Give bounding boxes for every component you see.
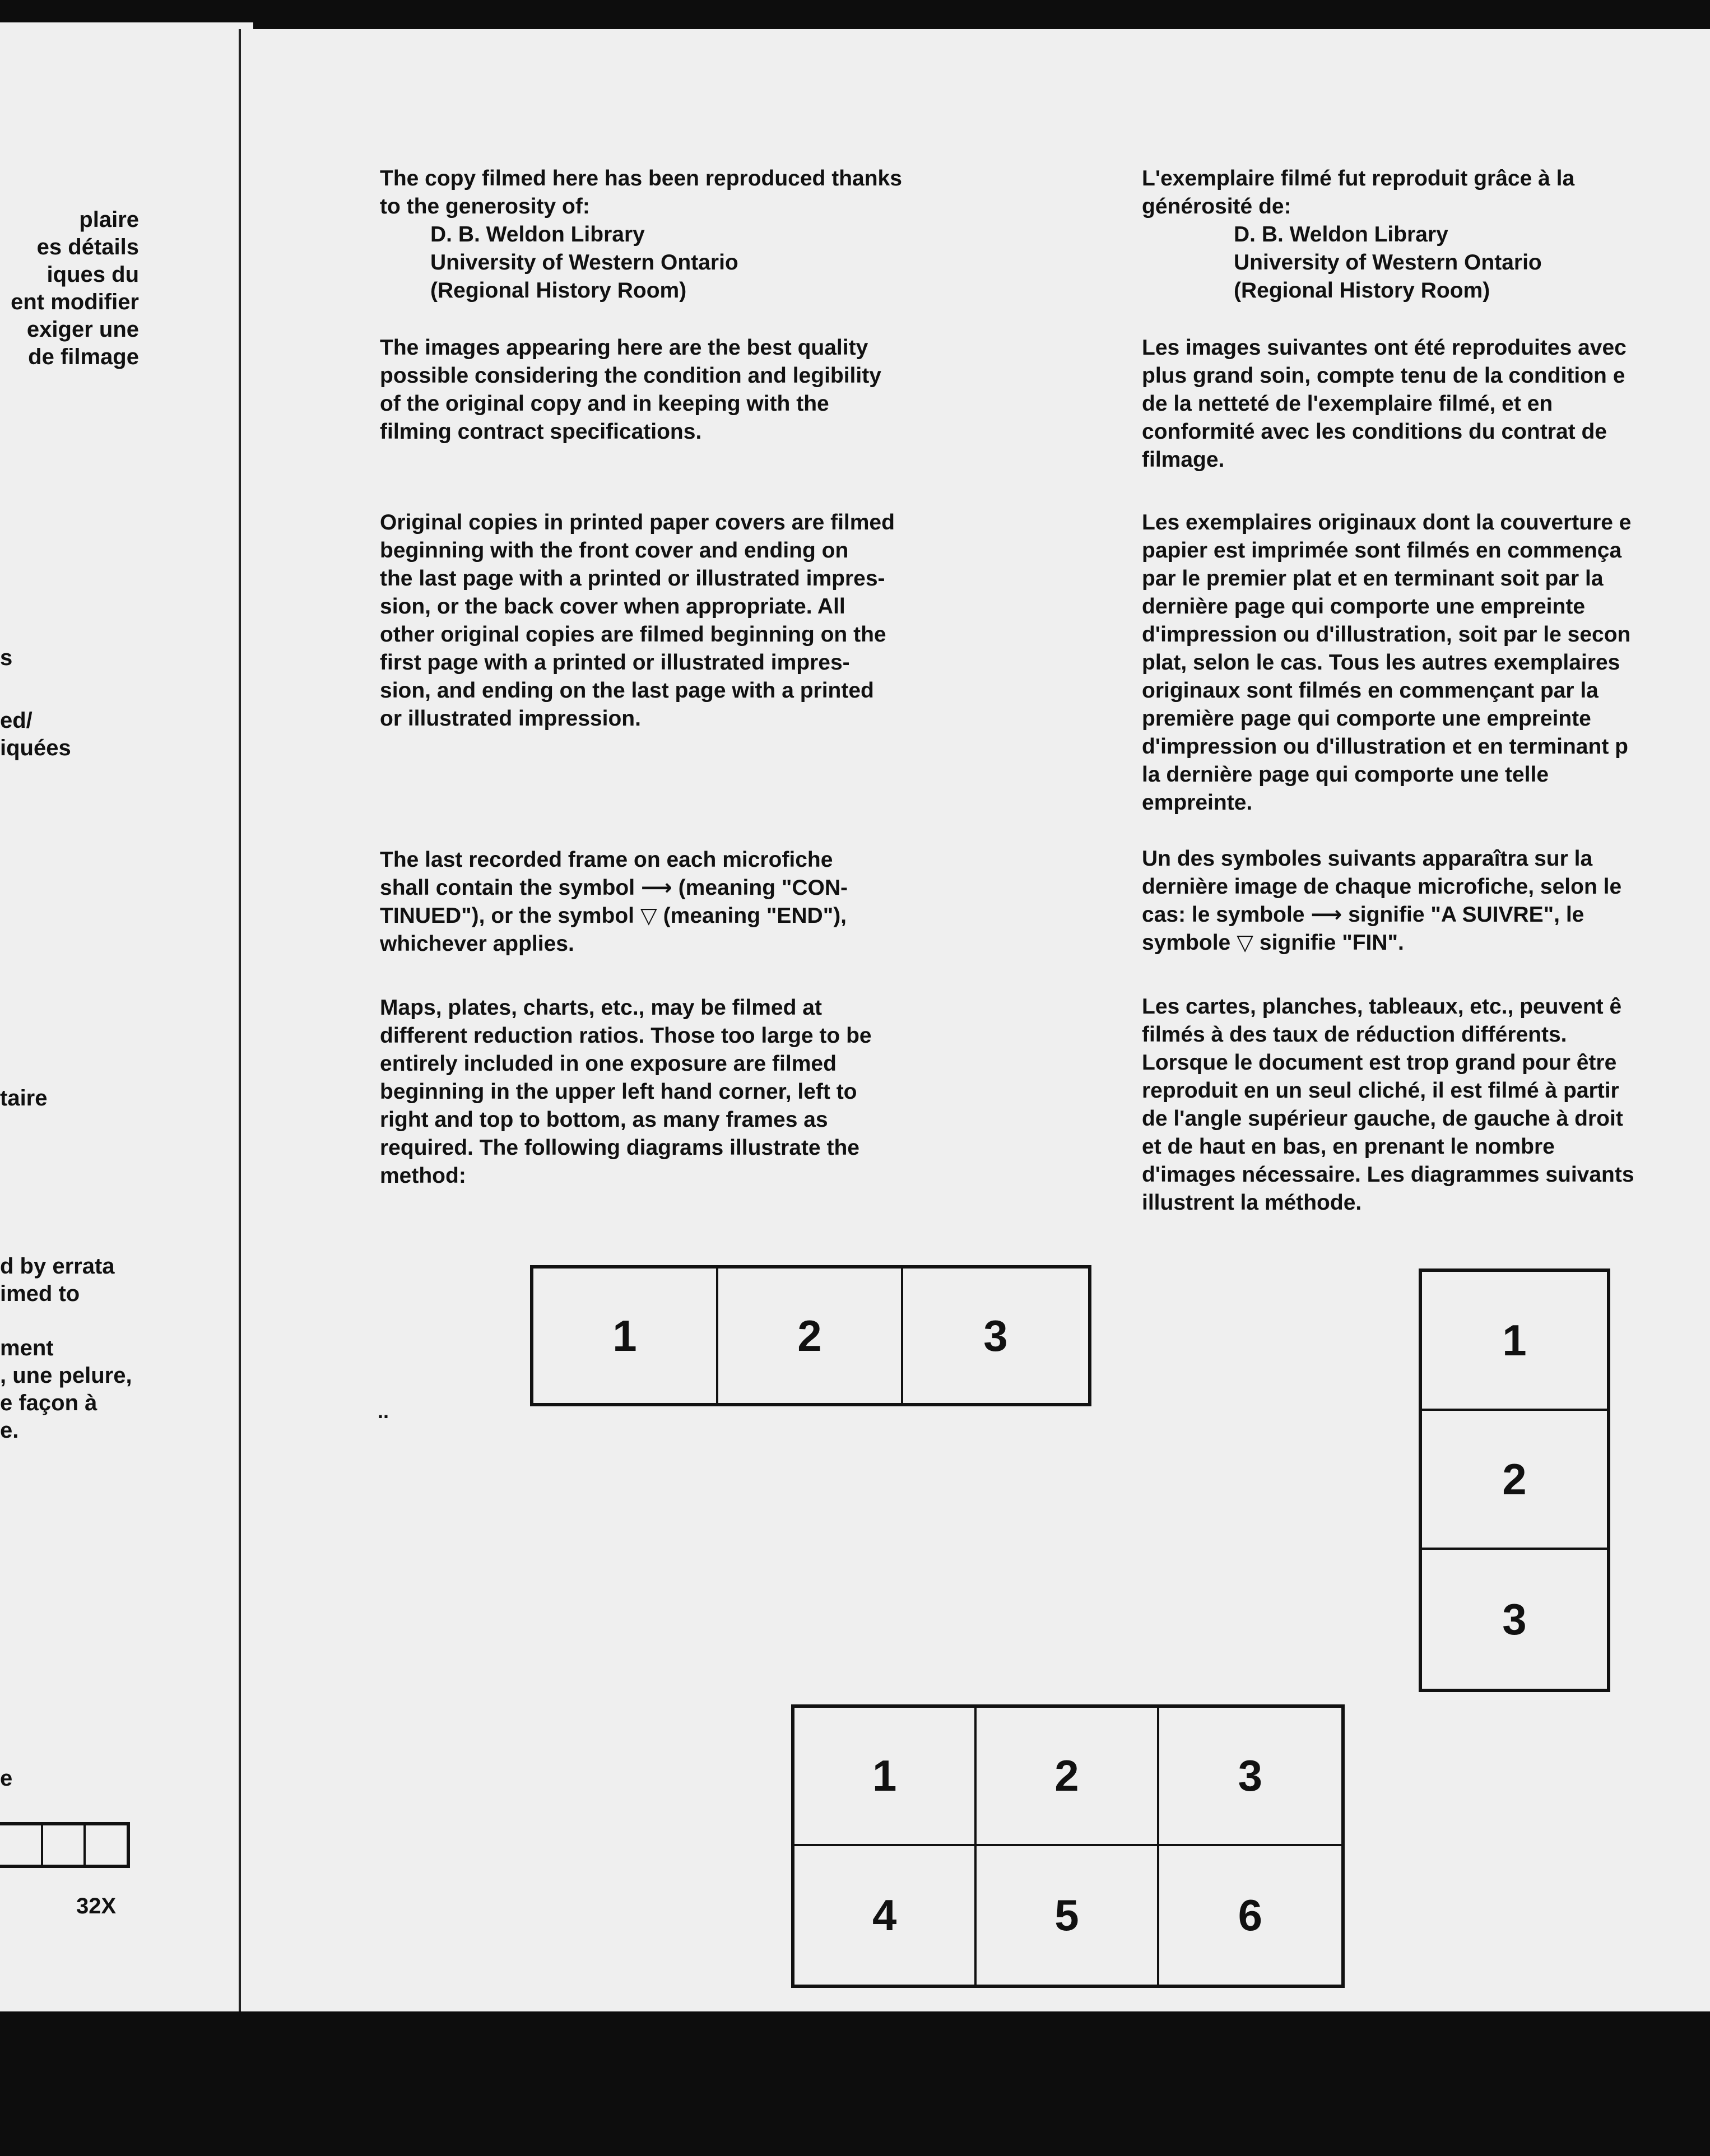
text-line: s bbox=[0, 645, 13, 670]
text-line: par le premier plat et en terminant soit par la bbox=[1142, 566, 1604, 591]
text-line: et de haut en bas, en prenant le nombre bbox=[1142, 1135, 1555, 1159]
text-line: symbole ▽ signifie "FIN". bbox=[1142, 931, 1404, 955]
university-name: University of Western Ontario bbox=[430, 250, 738, 275]
fragment-e-text bbox=[0, 1765, 12, 1792]
library-name: D. B. Weldon Library bbox=[430, 222, 645, 247]
fr-acknowledgment bbox=[1142, 165, 1574, 305]
text-line: ment bbox=[0, 1336, 54, 1360]
en-maps-paragraph bbox=[380, 994, 872, 1190]
text-line: dernière image de chaque microfiche, selon le bbox=[1142, 875, 1622, 899]
text-line: de l'angle supérieur gauche, de gauche à droit bbox=[1142, 1107, 1623, 1131]
fr-quality-paragraph bbox=[1142, 334, 1627, 474]
text-line: e. bbox=[0, 1418, 19, 1443]
fr-symbols-paragraph bbox=[1142, 845, 1621, 957]
frame-cell: 5 bbox=[977, 1846, 1159, 1985]
text-line: empreinte. bbox=[1142, 791, 1253, 815]
text-line: different reduction ratios. Those too large to be bbox=[380, 1024, 872, 1048]
text-line: , une pelure, bbox=[0, 1363, 132, 1388]
frame-cell: 3 bbox=[1502, 1594, 1527, 1644]
text-line: Original copies in printed paper covers are filmed bbox=[380, 510, 895, 535]
text-line: beginning with the front cover and ending on bbox=[380, 538, 849, 563]
text-line: right and top to bottom, as many frames as bbox=[380, 1108, 828, 1132]
chart-box bbox=[86, 1825, 127, 1865]
text-line: exiger une bbox=[26, 317, 139, 342]
frame-cell: 2 bbox=[977, 1708, 1159, 1846]
text-line: de filmage bbox=[28, 345, 139, 369]
text-line: Lorsque le document est trop grand pour être bbox=[1142, 1051, 1617, 1075]
horizontal-frames-diagram bbox=[530, 1265, 1091, 1406]
fragment-top-text bbox=[11, 206, 139, 371]
frame-cell: 1 bbox=[533, 1268, 718, 1403]
frame-cell: 3 bbox=[983, 1311, 1008, 1360]
text-line: entirely included in one exposure are filmed bbox=[380, 1052, 837, 1076]
text-line: Maps, plates, charts, etc., may be filmed at bbox=[380, 996, 822, 1020]
text-line: Les cartes, planches, tableaux, etc., peuvent ê bbox=[1142, 995, 1622, 1019]
text-line: The copy filmed here has been reproduced thanks bbox=[380, 166, 902, 190]
fragment-a1-text bbox=[0, 644, 12, 672]
text-line: d'impression ou d'illustration et en terminant p bbox=[1142, 735, 1628, 759]
frame-cell: 4 bbox=[794, 1846, 977, 1985]
text-line: L'exemplaire filmé fut reproduit grâce à la bbox=[1142, 166, 1575, 190]
text-line: sion, or the back cover when appropriate. All bbox=[380, 594, 845, 619]
text-line: ed/ bbox=[0, 708, 32, 733]
resolution-chart-boxes bbox=[0, 1822, 130, 1868]
text-line: illustrent la méthode. bbox=[1142, 1191, 1362, 1215]
text-line: other original copies are filmed beginning on the bbox=[380, 622, 886, 647]
text-line: première page qui comporte une empreinte bbox=[1142, 707, 1591, 731]
vertical-frames-diagram bbox=[1419, 1268, 1610, 1692]
right-page bbox=[239, 29, 1710, 2011]
chart-box bbox=[0, 1825, 43, 1865]
text-line: reproduit en un seul cliché, il est filmé à partir bbox=[1142, 1079, 1619, 1103]
text-line: ent modifier bbox=[11, 290, 139, 314]
text-line: required. The following diagrams illustrate the bbox=[380, 1136, 859, 1160]
frame-cell: 2 bbox=[718, 1268, 903, 1403]
university-name: University of Western Ontario bbox=[1234, 250, 1542, 275]
text-line: originaux sont filmés en commençant par la bbox=[1142, 679, 1599, 703]
en-symbols-paragraph bbox=[380, 846, 848, 958]
library-name: D. B. Weldon Library bbox=[1234, 222, 1448, 247]
stray-mark: .. bbox=[378, 1400, 389, 1423]
text-line: sion, and ending on the last page with a printed bbox=[380, 679, 874, 703]
top-film-border bbox=[0, 0, 1710, 28]
en-covers-paragraph bbox=[380, 509, 895, 733]
left-page-fragment bbox=[0, 22, 253, 2011]
fragment-b-text bbox=[0, 1085, 48, 1112]
text-line: The images appearing here are the best quality bbox=[380, 336, 868, 360]
text-line: de la netteté de l'exemplaire filmé, et en bbox=[1142, 392, 1553, 416]
text-line: shall contain the symbol ⟶ (meaning "CON- bbox=[380, 876, 848, 900]
text-line: TINUED"), or the symbol ▽ (meaning "END"), bbox=[380, 904, 847, 928]
fragment-c-text bbox=[0, 1253, 115, 1308]
text-line: cas: le symbole ⟶ signifie "A SUIVRE", le bbox=[1142, 903, 1584, 927]
text-line: to the generosity of: bbox=[380, 194, 590, 219]
text-line: d'impression ou d'illustration, soit par le secon bbox=[1142, 622, 1631, 647]
text-line: filming contract specifications. bbox=[380, 420, 702, 444]
grid-frames-diagram bbox=[791, 1704, 1345, 1988]
bottom-film-border bbox=[0, 2011, 1710, 2156]
text-line: possible considering the condition and legibility bbox=[380, 364, 881, 388]
text-line: taire bbox=[0, 1086, 48, 1110]
text-line: filmés à des taux de réduction différents. bbox=[1142, 1023, 1567, 1047]
fragment-a2-text bbox=[0, 707, 71, 762]
text-line: beginning in the upper left hand corner, left to bbox=[380, 1080, 857, 1104]
room-name: (Regional History Room) bbox=[430, 278, 687, 303]
text-line: d by errata bbox=[0, 1254, 115, 1279]
text-line: Un des symboles suivants apparaîtra sur la bbox=[1142, 847, 1593, 871]
text-line: iquées bbox=[0, 736, 71, 760]
frame-cell: 6 bbox=[1238, 1890, 1263, 1940]
text-line: The last recorded frame on each microfiche bbox=[380, 848, 833, 872]
text-line: e façon à bbox=[0, 1391, 97, 1415]
text-line: of the original copy and in keeping with the bbox=[380, 392, 829, 416]
frame-cell: 2 bbox=[1422, 1411, 1607, 1550]
text-line: filmage. bbox=[1142, 448, 1225, 472]
text-line: plat, selon le cas. Tous les autres exemplaires bbox=[1142, 650, 1620, 675]
text-line: papier est imprimée sont filmés en commença bbox=[1142, 538, 1622, 563]
text-line: générosité de: bbox=[1142, 194, 1291, 219]
text-line: or illustrated impression. bbox=[380, 707, 641, 731]
text-line: the last page with a printed or illustrated impres- bbox=[380, 566, 885, 591]
frame-cell: 1 bbox=[1422, 1272, 1607, 1411]
text-line: es détails bbox=[36, 235, 139, 259]
text-line: d'images nécessaire. Les diagrammes suivants bbox=[1142, 1163, 1634, 1187]
text-line: e bbox=[0, 1766, 13, 1791]
text-line: method: bbox=[380, 1164, 466, 1188]
text-line: iques du bbox=[47, 262, 139, 287]
text-line: Les exemplaires originaux dont la couverture e bbox=[1142, 510, 1632, 535]
text-line: whichever applies. bbox=[380, 932, 574, 956]
text-line: first page with a printed or illustrated impres- bbox=[380, 650, 850, 675]
fr-covers-paragraph bbox=[1142, 509, 1631, 817]
room-name: (Regional History Room) bbox=[1234, 278, 1490, 303]
fragment-d-text bbox=[0, 1335, 132, 1444]
frame-cell: 3 bbox=[1159, 1708, 1341, 1846]
text-line: la dernière page qui comporte une telle bbox=[1142, 763, 1549, 787]
text-line: Les images suivantes ont été reproduites avec bbox=[1142, 336, 1627, 360]
en-acknowledgment bbox=[380, 165, 902, 305]
frame-cell: 1 bbox=[794, 1708, 977, 1846]
fr-maps-paragraph bbox=[1142, 993, 1634, 1217]
text-line: imed to bbox=[0, 1281, 80, 1306]
text-line: plaire bbox=[79, 207, 139, 232]
scale-label: 32X bbox=[76, 1894, 117, 1918]
en-quality-paragraph bbox=[380, 334, 881, 446]
text-line: conformité avec les conditions du contrat de bbox=[1142, 420, 1607, 444]
text-line: dernière page qui comporte une empreinte bbox=[1142, 594, 1586, 619]
text-line: plus grand soin, compte tenu de la condition e bbox=[1142, 364, 1625, 388]
chart-box bbox=[43, 1825, 86, 1865]
